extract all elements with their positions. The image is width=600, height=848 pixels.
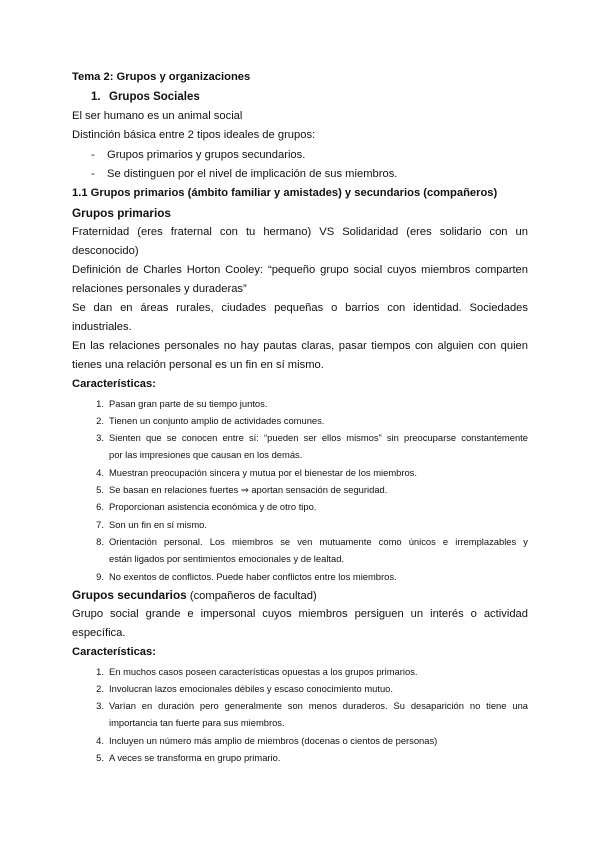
list-item: Tienen un conjunto amplio de actividades comunes.: [109, 415, 325, 426]
list-item: Sienten que se conocen entre sí: “pueden ser ellos mismos” sin preocuparse constantemente: [109, 432, 528, 443]
list-item: A veces se transforma en grupo primario.: [109, 752, 281, 763]
list-number: 2.: [96, 683, 104, 694]
document-title: Tema 2: Grupos y organizaciones: [72, 71, 251, 83]
section-heading: Grupos Sociales: [109, 91, 200, 103]
section-number: 1.: [91, 91, 101, 103]
list-item: Se basan en relaciones fuertes ⇒ aportan sensación de seguridad.: [109, 484, 388, 495]
paragraph-line: industriales.: [72, 321, 132, 333]
caracteristicas-heading: Características:: [72, 378, 156, 390]
intro-paragraph: Distinción básica entre 2 tipos ideales de grupos:: [72, 129, 316, 141]
list-number: 3.: [96, 432, 104, 443]
dash-item-text: Grupos primarios y grupos secundarios.: [107, 149, 306, 161]
dash-bullet: -: [91, 149, 95, 161]
subsection-heading: 1.1 Grupos primarios (ámbito familiar y amistades) y secundarios (compañeros): [72, 187, 498, 199]
paragraph-line: específica.: [72, 627, 126, 639]
list-item: Incluyen un número más amplio de miembros (docenas o cientos de personas): [109, 735, 438, 746]
primarios-heading: Grupos primarios: [72, 206, 171, 220]
list-number: 3.: [96, 700, 104, 711]
paragraph-line: Grupo social grande e impersonal cuyos miembros persiguen un interés o actividad: [72, 608, 528, 620]
list-number: 7.: [96, 519, 104, 530]
list-number: 4.: [96, 467, 104, 478]
list-item-continuation: por las impresiones que causan en los demás.: [109, 449, 303, 460]
dash-bullet: -: [91, 168, 95, 180]
list-item-continuation: importancia tan fuerte para sus miembros.: [109, 717, 285, 728]
list-item: Muestran preocupación sincera y mutua por el bienestar de los miembros.: [109, 467, 417, 478]
list-item: En muchos casos poseen características opuestas a los grupos primarios.: [109, 666, 418, 677]
secundarios-heading-line: [72, 586, 528, 607]
list-item: Involucran lazos emocionales débiles y escaso conocimiento mutuo.: [109, 683, 394, 694]
list-number: 2.: [96, 415, 104, 426]
secundarios-heading: Grupos secundarios: [72, 588, 187, 602]
list-number: 6.: [96, 501, 104, 512]
list-item: No exentos de conflictos. Puede haber conflictos entre los miembros.: [109, 571, 397, 582]
intro-paragraph: El ser humano es un animal social: [72, 110, 243, 122]
list-number: 5.: [96, 752, 104, 763]
paragraph-line: tienes una relación personal es un fin en sí mismo.: [72, 359, 324, 371]
list-number: 1.: [96, 666, 104, 677]
caracteristicas-heading: Características:: [72, 646, 156, 658]
list-number: 5.: [96, 484, 104, 495]
list-number: 4.: [96, 735, 104, 746]
list-number: 9.: [96, 571, 104, 582]
list-item: Proporcionan asistencia económica y de otro tipo.: [109, 501, 317, 512]
list-number: 8.: [96, 536, 104, 547]
list-item: Son un fin en sí mismo.: [109, 519, 207, 530]
list-number: 1.: [96, 398, 104, 409]
secundarios-heading-note: (compañeros de facultad): [186, 590, 317, 602]
list-item: Pasan gran parte de su tiempo juntos.: [109, 398, 268, 409]
paragraph-line: Definición de Charles Horton Cooley: “pequeño grupo social cuyos miembros comparten: [72, 264, 528, 276]
paragraph-line: relaciones personales y duraderas”: [72, 283, 247, 295]
list-item: Orientación personal. Los miembros se ven mutuamente como únicos e irremplazables y: [109, 536, 528, 547]
paragraph-line: desconocido): [72, 245, 139, 257]
paragraph-line: Fraternidad (eres fraternal con tu hermano) VS Solidaridad (eres solidario con un: [72, 226, 528, 238]
dash-item-text: Se distinguen por el nivel de implicación de sus miembros.: [107, 168, 398, 180]
paragraph-line: Se dan en áreas rurales, ciudades pequeñas o barrios con identidad. Sociedades: [72, 302, 528, 314]
list-item-continuation: están ligados por sentimientos emocionales y de lealtad.: [109, 553, 345, 564]
list-item: Varían en duración pero generalmente son menos duraderos. Su desaparición no tiene una: [109, 700, 528, 711]
paragraph-line: En las relaciones personales no hay pautas claras, pasar tiempos con alguien con quien: [72, 340, 528, 352]
